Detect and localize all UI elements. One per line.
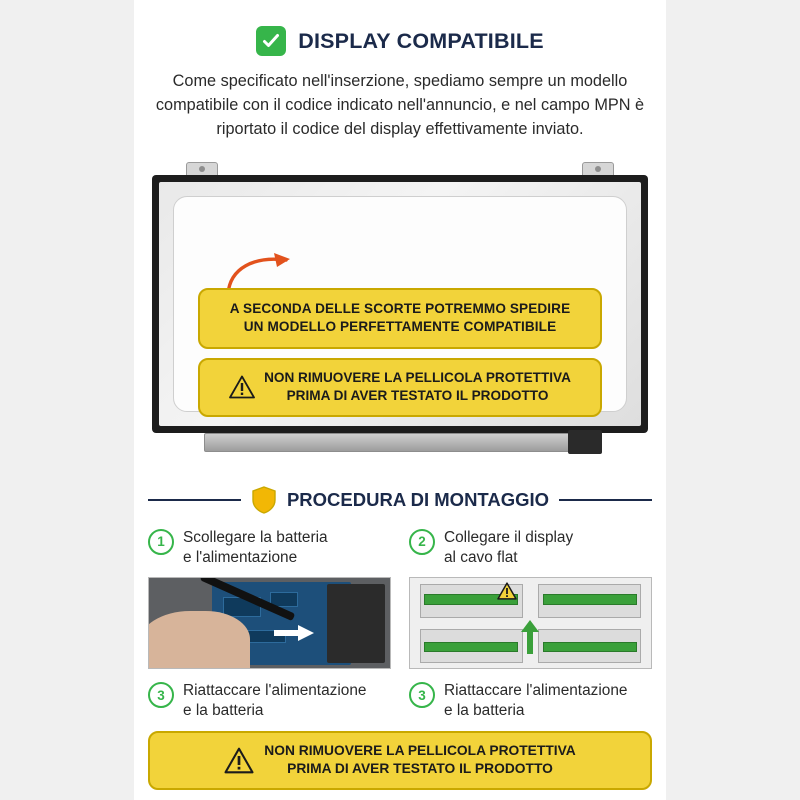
step-1-line2: e l'alimentazione: [183, 548, 298, 566]
left-side-band: [0, 0, 134, 800]
hand-graphic: [148, 611, 250, 670]
panel-foot: [204, 433, 596, 452]
procedure-title: PROCEDURA DI MONTAGGIO: [286, 488, 550, 510]
bottom-warning-line2: PRIMA DI AVER TESTATO IL PRODOTTO: [287, 761, 553, 777]
film-warning-line2: PRIMA DI AVER TESTATO IL PRODOTTO: [286, 388, 549, 404]
shield-icon: [251, 486, 277, 514]
step-1-text: [183, 528, 328, 567]
intro-paragraph: Come specificato nell'inserzione, spediamo sempre un modello compatibile con il codice indicato nell'annuncio, e nel campo MPN è riportato il codice del display effettivamente inviato.: [155, 72, 645, 138]
film-warning-line1: NON RIMUOVERE LA PELLICOLA PROTETTIVA: [264, 369, 571, 385]
step-2-line2: al cavo flat: [444, 548, 518, 566]
panel-connector: [568, 430, 602, 454]
steps-bottom-row: [148, 681, 652, 720]
flat-cable-bottom-left: [424, 642, 518, 652]
bottom-warning-line1: NON RIMUOVERE LA PELLICOLA PROTETTIVA: [264, 742, 576, 758]
step-2-number: 2: [409, 529, 435, 555]
right-side-band: [666, 0, 800, 800]
white-arrow-icon: [274, 625, 314, 641]
steps-top-row: [148, 528, 652, 669]
page-title: DISPLAY COMPATIBILE: [298, 28, 544, 53]
flat-cable-top-right: [543, 594, 637, 604]
step-3-right-text: [444, 681, 627, 720]
step-3-right-line2: e la batteria: [444, 702, 525, 720]
warning-triangle-icon: [224, 747, 254, 774]
step-2: [409, 528, 652, 669]
step-3-left-line1: Riattaccare l'alimentazione: [183, 682, 367, 700]
compatibility-banner-line1: A SECONDA DELLE SCORTE POTREMMO SPEDIRE: [229, 300, 571, 316]
step-2-line1: Collegare il display: [444, 528, 574, 546]
bottom-warning-banner: [148, 731, 652, 790]
flat-cable-bottom-right: [543, 642, 637, 652]
check-box-icon: [256, 26, 286, 56]
step-3-right-line1: Riattaccare l'alimentazione: [444, 682, 628, 700]
step-3-left-text: [183, 681, 366, 720]
divider-left: [148, 499, 241, 501]
step-3-right: [409, 681, 652, 720]
green-arrow-up-icon: [521, 620, 539, 654]
step-1-number: 1: [148, 529, 174, 555]
step-3-left-line2: e la batteria: [183, 702, 264, 720]
header: [134, 0, 666, 56]
divider-right: [559, 499, 652, 501]
step-3-right-number: 3: [409, 682, 435, 708]
step-3-left-number: 3: [148, 682, 174, 708]
battery-graphic: [327, 584, 385, 663]
step-1-line1: Scollegare la batteria: [183, 528, 328, 546]
display-panel-illustration: [152, 162, 648, 462]
step-2-text: [444, 528, 573, 567]
compatibility-banner-line2: UN MODELLO PERFETTAMENTE COMPATIBILE: [243, 319, 557, 335]
warning-triangle-icon-small: [497, 582, 517, 600]
content-column: [134, 0, 666, 800]
step-1: [148, 528, 391, 669]
film-warning-banner: [198, 358, 602, 417]
step-1-image: [148, 577, 391, 669]
warning-triangle-icon: [229, 375, 255, 399]
step-3-left: [148, 681, 391, 720]
procedure-header: [148, 486, 652, 514]
compatibility-banner: [198, 288, 602, 349]
step-2-image: [409, 577, 652, 669]
